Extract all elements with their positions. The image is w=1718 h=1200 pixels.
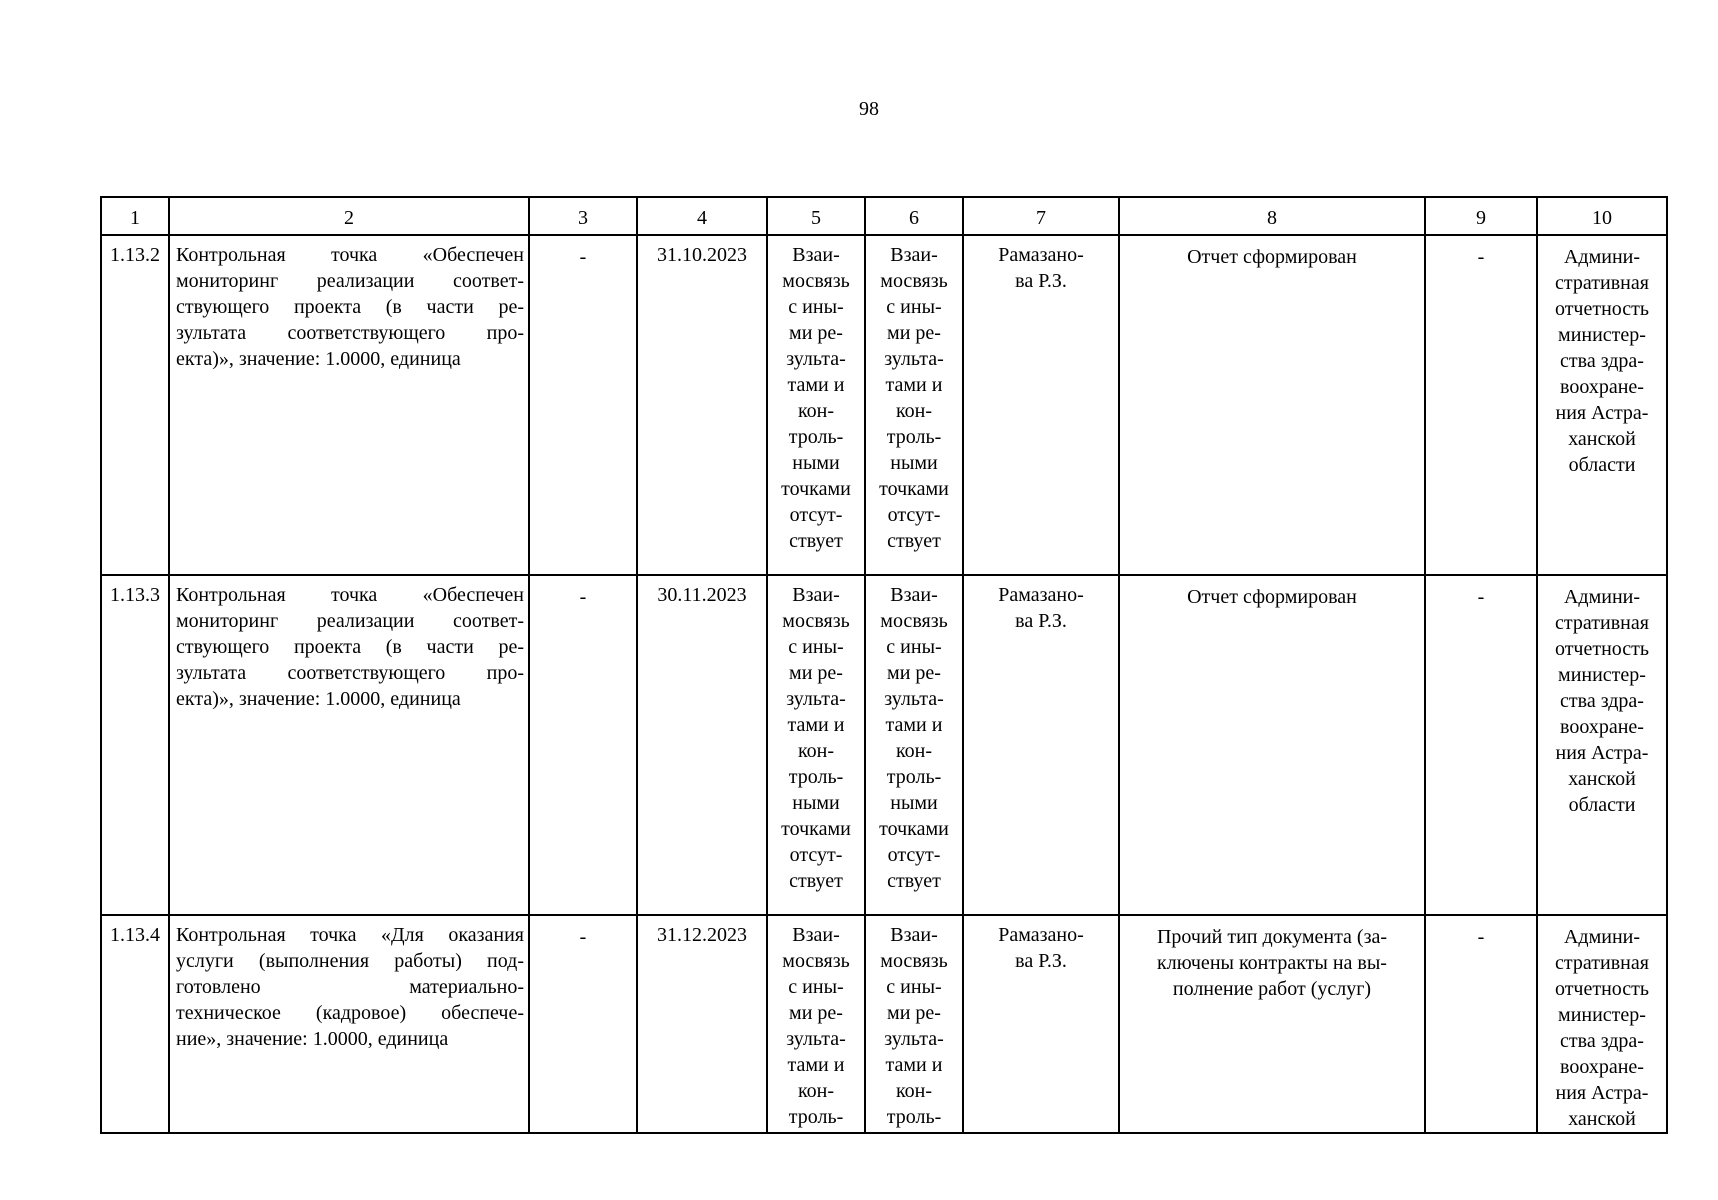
- cell-line: отсут-: [789, 844, 843, 866]
- responsible-cell: [963, 575, 1119, 915]
- relation-cell: [865, 575, 963, 915]
- cell-line: ния Астра-: [1555, 742, 1649, 764]
- source-cell: [1537, 915, 1667, 1133]
- cell-line: отчетность: [1554, 298, 1650, 320]
- cell-line: кон-: [797, 740, 835, 762]
- description-cell: [169, 235, 529, 575]
- cell-line: отчетность: [1554, 638, 1650, 660]
- cell-line: ми ре-: [887, 1002, 941, 1024]
- cell-line: Контрольная точка «Для оказания: [176, 924, 524, 946]
- cell-line: ханской: [1568, 768, 1636, 790]
- responsible-cell: [963, 235, 1119, 575]
- cell-line: ствует: [789, 870, 843, 892]
- cell-line: зульта-: [786, 348, 846, 370]
- cell-line: ми ре-: [789, 662, 843, 684]
- cell-line: отсут-: [789, 504, 843, 526]
- cell-line: с ины-: [788, 296, 844, 318]
- cell-line: Взаи-: [792, 924, 840, 946]
- column-header: 4: [637, 197, 767, 235]
- column-3-cell: -: [529, 575, 637, 915]
- description-cell: [169, 915, 529, 1133]
- cell-line: тами и: [885, 374, 943, 396]
- control-points-table: [100, 196, 1668, 1134]
- cell-line: Админи-: [1563, 586, 1641, 608]
- cell-line: мосвязь: [782, 950, 850, 972]
- cell-line: мосвязь: [880, 610, 948, 632]
- cell-line: ние», значение: 1.0000, единица: [176, 1028, 449, 1050]
- cell-line: с ины-: [788, 636, 844, 658]
- cell-line: кон-: [895, 400, 933, 422]
- column-header: 5: [767, 197, 865, 235]
- cell-line: тами и: [787, 374, 845, 396]
- cell-line: зульта-: [884, 688, 944, 710]
- cell-line: отсут-: [887, 844, 941, 866]
- column-number-row: [101, 197, 1667, 235]
- cell-line: Контрольная точка «Обеспечен: [176, 244, 524, 266]
- cell-line: тами и: [885, 1054, 943, 1076]
- table-row: [101, 575, 1667, 915]
- cell-line: Прочий тип документа (за-: [1156, 926, 1388, 948]
- cell-line: стративная: [1555, 272, 1649, 294]
- cell-line: ства здра-: [1560, 350, 1644, 372]
- cell-line: кон-: [797, 400, 835, 422]
- cell-line: тами и: [885, 714, 943, 736]
- result-cell: [1119, 575, 1425, 915]
- cell-line: ствует: [887, 530, 941, 552]
- relation-cell: [767, 915, 865, 1133]
- cell-line: тами и: [787, 714, 845, 736]
- cell-line: зульта-: [786, 1028, 846, 1050]
- column-header: 1: [101, 197, 169, 235]
- cell-line: ключены контракты на вы-: [1157, 952, 1387, 974]
- cell-line: ными: [890, 792, 938, 814]
- column-header: 6: [865, 197, 963, 235]
- cell-line: ными: [792, 792, 840, 814]
- relation-cell: [767, 235, 865, 575]
- cell-line: ствующего проекта (в части ре-: [176, 636, 524, 658]
- cell-line: кон-: [895, 1080, 933, 1102]
- column-9-cell: -: [1425, 575, 1537, 915]
- column-9-cell: -: [1425, 915, 1537, 1133]
- cell-line: кон-: [797, 1080, 835, 1102]
- cell-line: Взаи-: [890, 244, 938, 266]
- cell-line: ства здра-: [1560, 1030, 1644, 1052]
- column-header: 3: [529, 197, 637, 235]
- cell-line: ствует: [887, 870, 941, 892]
- cell-line: зультата соответствующего про-: [176, 662, 524, 684]
- cell-line: троль-: [886, 1106, 942, 1128]
- column-3-cell: -: [529, 235, 637, 575]
- cell-line: мосвязь: [880, 950, 948, 972]
- cell-line: Отчет сформирован: [1187, 586, 1357, 608]
- cell-line: ми ре-: [789, 1002, 843, 1024]
- cell-line: ствующего проекта (в части ре-: [176, 296, 524, 318]
- cell-line: троль-: [788, 1106, 844, 1128]
- cell-line: министер-: [1558, 664, 1646, 686]
- cell-line: ства здра-: [1560, 690, 1644, 712]
- cell-line: ми ре-: [887, 662, 941, 684]
- cell-line: услуги (выполнения работы) под-: [176, 950, 524, 972]
- cell-line: ными: [792, 452, 840, 474]
- cell-line: мониторинг реализации соответ-: [176, 270, 524, 292]
- cell-line: ханской: [1568, 1108, 1636, 1130]
- cell-line: готовлено материально-: [176, 976, 524, 998]
- cell-line: зульта-: [884, 348, 944, 370]
- cell-line: Отчет сформирован: [1187, 246, 1357, 268]
- cell-line: мосвязь: [782, 270, 850, 292]
- cell-line: зультата соответствующего про-: [176, 322, 524, 344]
- date-cell: 31.12.2023: [637, 915, 767, 1133]
- cell-line: мосвязь: [782, 610, 850, 632]
- source-cell: [1537, 575, 1667, 915]
- cell-line: воохране-: [1560, 1056, 1644, 1078]
- cell-line: области: [1568, 454, 1636, 476]
- cell-line: екта)», значение: 1.0000, единица: [176, 688, 461, 710]
- cell-line: Админи-: [1563, 926, 1641, 948]
- cell-line: ва Р.З.: [1015, 950, 1067, 972]
- cell-line: воохране-: [1560, 376, 1644, 398]
- date-cell: 30.11.2023: [637, 575, 767, 915]
- result-cell: [1119, 915, 1425, 1133]
- cell-line: Контрольная точка «Обеспечен: [176, 584, 524, 606]
- description-cell: [169, 575, 529, 915]
- cell-line: точками: [879, 478, 949, 500]
- date-cell: 31.10.2023: [637, 235, 767, 575]
- cell-line: с ины-: [886, 636, 942, 658]
- cell-line: с ины-: [886, 296, 942, 318]
- cell-line: ва Р.З.: [1015, 610, 1067, 632]
- table-row: [101, 235, 1667, 575]
- cell-line: ва Р.З.: [1015, 270, 1067, 292]
- cell-line: с ины-: [886, 976, 942, 998]
- cell-line: министер-: [1558, 1004, 1646, 1026]
- cell-line: ми ре-: [789, 322, 843, 344]
- cell-line: стративная: [1555, 612, 1649, 634]
- cell-line: с ины-: [788, 976, 844, 998]
- cell-line: Админи-: [1563, 246, 1641, 268]
- column-header: 9: [1425, 197, 1537, 235]
- relation-cell: [865, 915, 963, 1133]
- column-header: 10: [1537, 197, 1667, 235]
- cell-line: ми ре-: [887, 322, 941, 344]
- cell-line: Взаи-: [792, 244, 840, 266]
- cell-line: точками: [781, 478, 851, 500]
- cell-line: Взаи-: [890, 584, 938, 606]
- cell-line: Взаи-: [890, 924, 938, 946]
- cell-line: кон-: [895, 740, 933, 762]
- cell-line: тами и: [787, 1054, 845, 1076]
- cell-line: точками: [879, 818, 949, 840]
- cell-line: Взаи-: [792, 584, 840, 606]
- page-number: 98: [859, 98, 879, 120]
- cell-line: Рамазано-: [998, 584, 1084, 606]
- cell-line: техническое (кадровое) обеспече-: [176, 1002, 524, 1024]
- cell-line: отчетность: [1554, 978, 1650, 1000]
- result-cell: [1119, 235, 1425, 575]
- cell-line: ханской: [1568, 428, 1636, 450]
- cell-line: Рамазано-: [998, 244, 1084, 266]
- row-number-cell: 1.13.4: [101, 915, 169, 1133]
- cell-line: точками: [781, 818, 851, 840]
- relation-cell: [865, 235, 963, 575]
- cell-line: мосвязь: [880, 270, 948, 292]
- cell-line: ния Астра-: [1555, 1082, 1649, 1104]
- cell-line: полнение работ (услуг): [1172, 978, 1372, 1000]
- cell-line: ными: [890, 452, 938, 474]
- cell-line: министер-: [1558, 324, 1646, 346]
- cell-line: екта)», значение: 1.0000, единица: [176, 348, 461, 370]
- cell-line: троль-: [886, 426, 942, 448]
- column-9-cell: -: [1425, 235, 1537, 575]
- cell-line: стративная: [1555, 952, 1649, 974]
- relation-cell: [767, 575, 865, 915]
- row-number-cell: 1.13.2: [101, 235, 169, 575]
- column-3-cell: -: [529, 915, 637, 1133]
- cell-line: троль-: [788, 426, 844, 448]
- cell-line: зульта-: [786, 688, 846, 710]
- cell-line: Рамазано-: [998, 924, 1084, 946]
- cell-line: троль-: [788, 766, 844, 788]
- cell-line: мониторинг реализации соответ-: [176, 610, 524, 632]
- row-number-cell: 1.13.3: [101, 575, 169, 915]
- cell-line: троль-: [886, 766, 942, 788]
- source-cell: [1537, 235, 1667, 575]
- column-header: 2: [169, 197, 529, 235]
- cell-line: зульта-: [884, 1028, 944, 1050]
- column-header: 7: [963, 197, 1119, 235]
- column-header: 8: [1119, 197, 1425, 235]
- cell-line: отсут-: [887, 504, 941, 526]
- responsible-cell: [963, 915, 1119, 1133]
- cell-line: воохране-: [1560, 716, 1644, 738]
- cell-line: области: [1568, 794, 1636, 816]
- cell-line: ния Астра-: [1555, 402, 1649, 424]
- cell-line: ствует: [789, 530, 843, 552]
- table-row: [101, 915, 1667, 1133]
